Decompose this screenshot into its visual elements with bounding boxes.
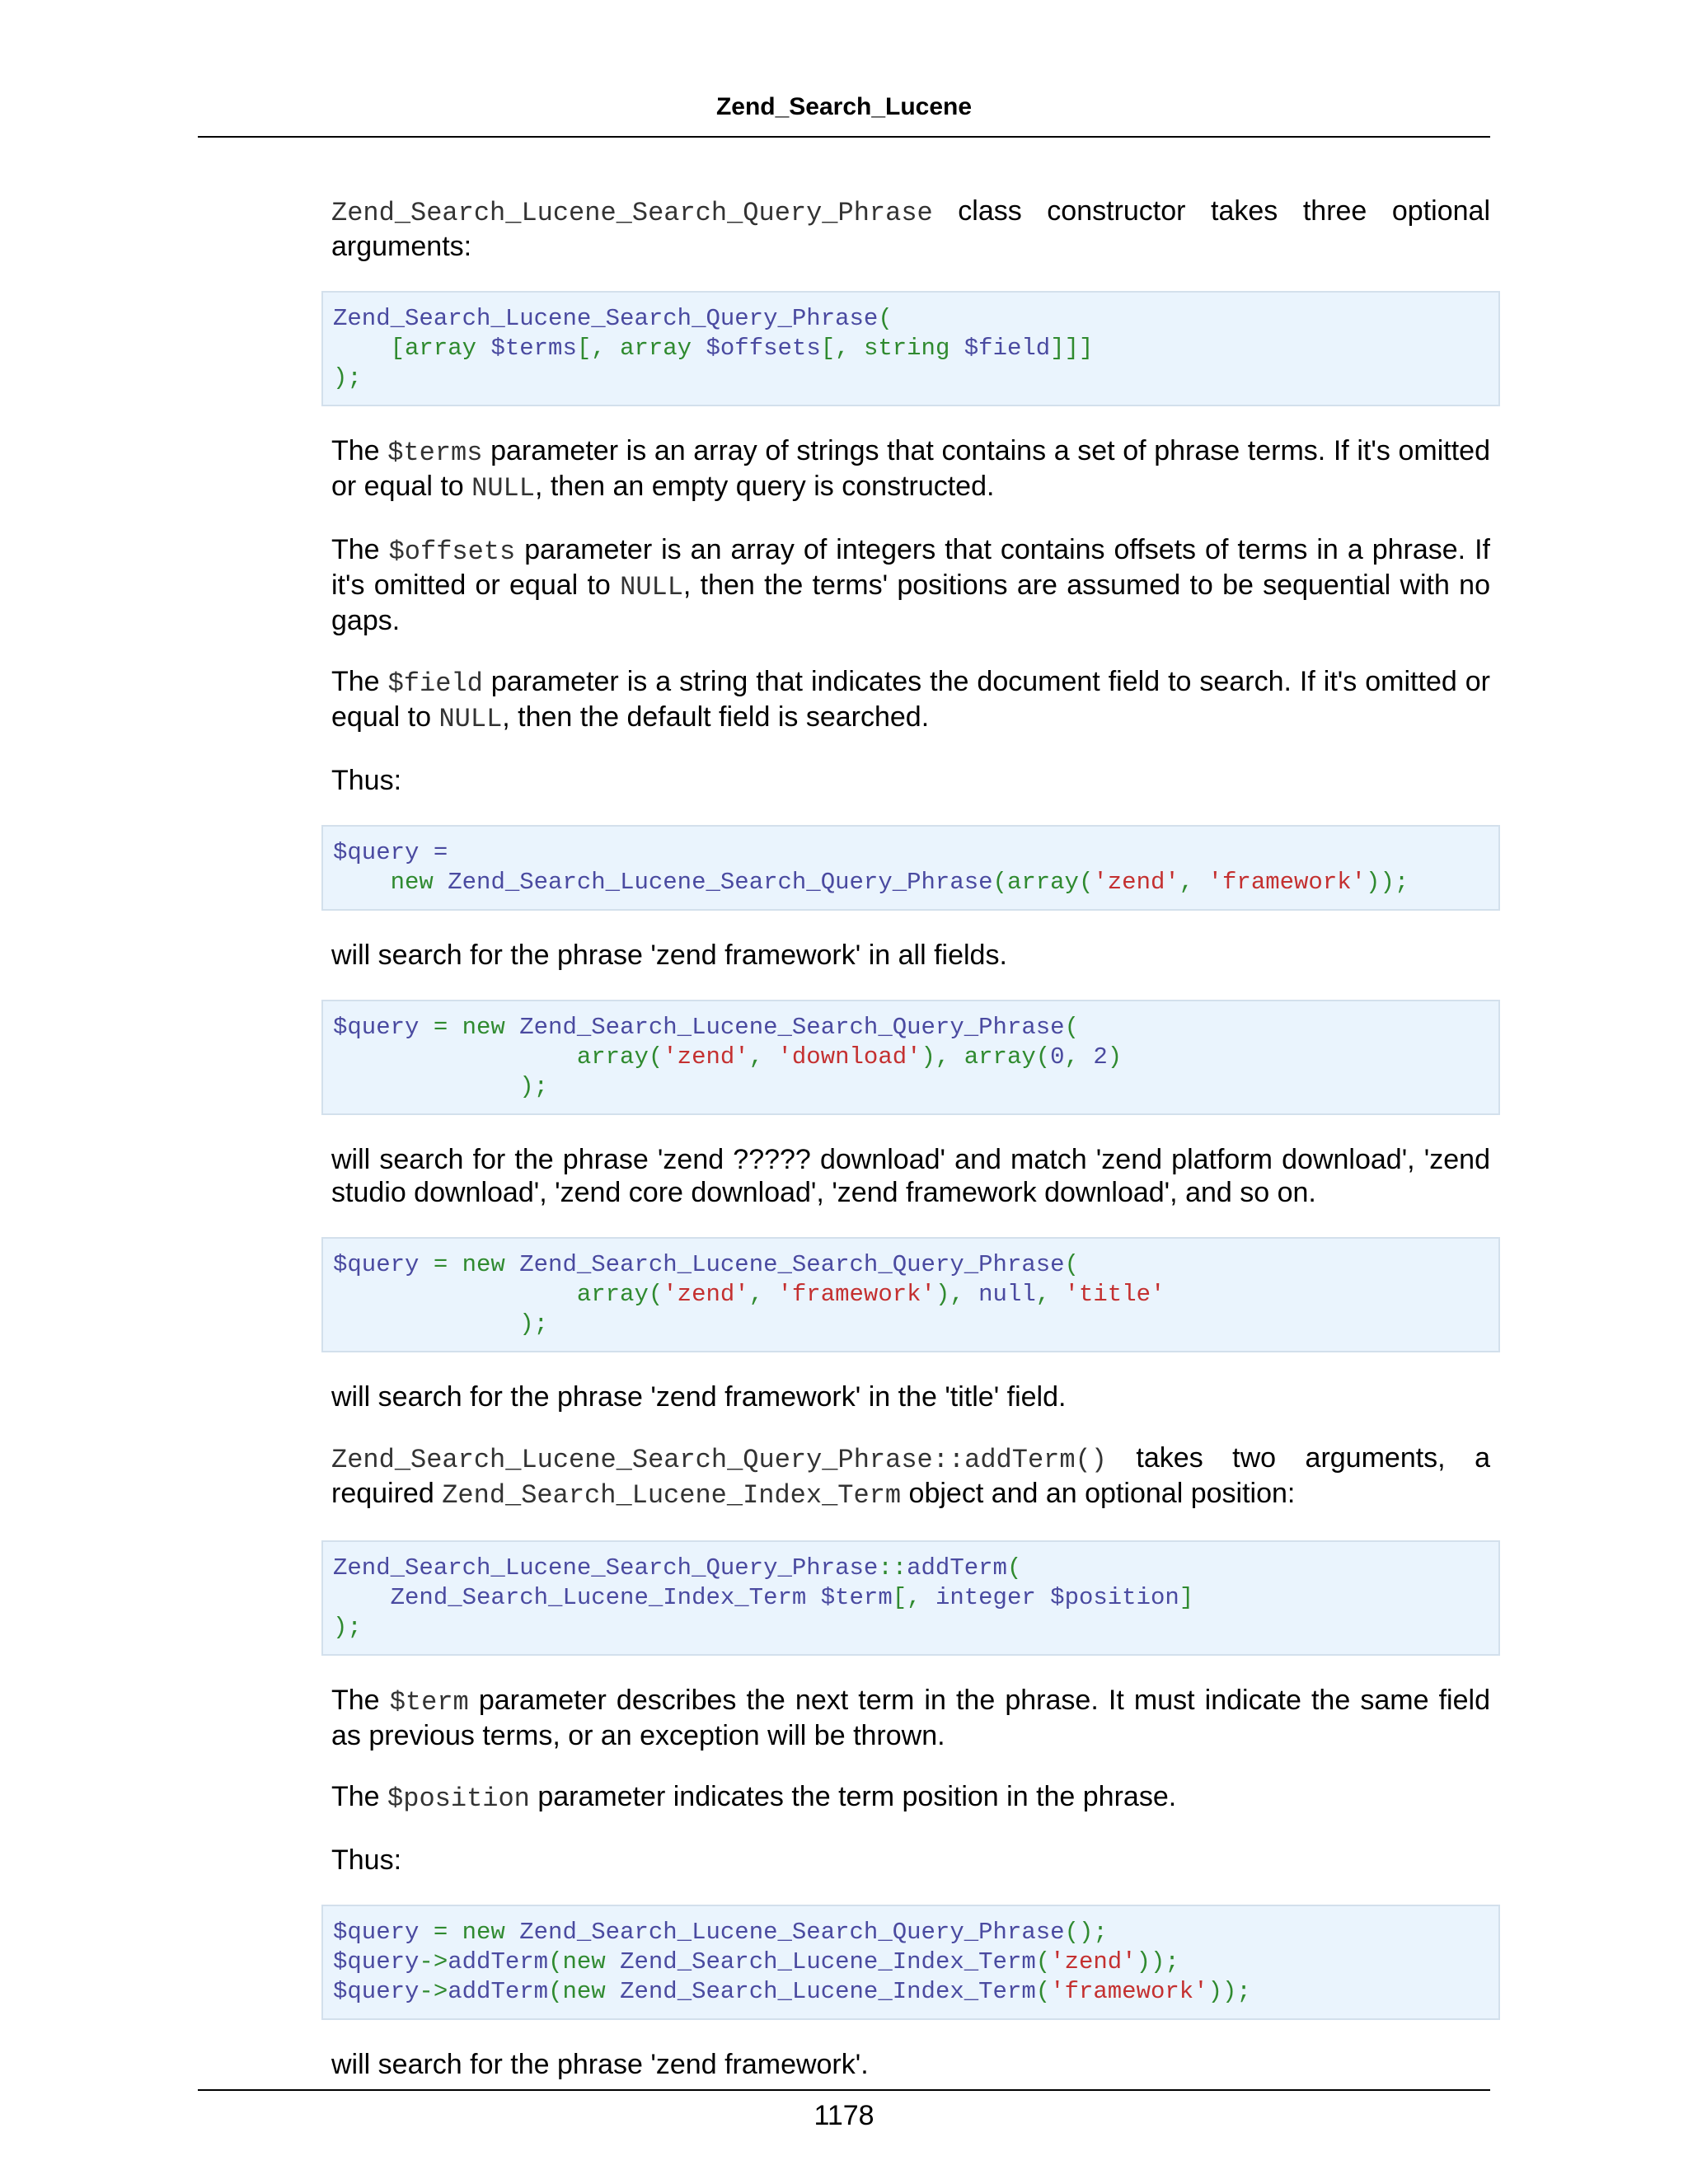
code-token: 'framework' [1207, 869, 1367, 896]
code-block-phrase-example [321, 825, 1500, 911]
code-token: Zend_Search_Lucene_Index_Term [333, 1584, 821, 1611]
code-token: array( [333, 1281, 663, 1308]
code-token: ]]] [1050, 335, 1094, 362]
paragraph-text: parameter is an array of integers that contains offsets of terms in a phrase. If it's omitted or equal to [331, 534, 1490, 601]
code-token: -> [419, 1978, 448, 2005]
paragraph-addterm-intro [331, 1441, 1490, 1512]
paragraph-text: , then the terms' positions are assumed to be sequential with no gaps. [331, 569, 1490, 636]
inline-code: NULL [620, 572, 683, 602]
code-token: Zend_Search_Lucene_Search_Query_Phrase [333, 1554, 879, 1582]
code-block-constructor-signature [321, 291, 1500, 406]
paragraph-download-match: will search for the phrase 'zend ????? download' and match 'zend platform download', 'zend studio download', 'zend core download', 'zend framework download', and so on. [331, 1144, 1490, 1208]
code-token: 'title' [1064, 1281, 1165, 1308]
code-token: = new [419, 1251, 520, 1278]
code-token: ( [878, 305, 893, 332]
code-token: , [748, 1043, 778, 1071]
code-token: Zend_Search_Lucene_Index_Term [620, 1948, 1036, 1975]
code-token: ( [1035, 1978, 1051, 2005]
code-token: 2 [1093, 1043, 1108, 1071]
paragraph-text: The [331, 666, 388, 697]
code-token: $query [333, 1251, 420, 1278]
code-token: null [978, 1281, 1036, 1308]
code-token: [array [333, 335, 491, 362]
code-token: = new [419, 1919, 520, 1946]
code-token: $offsets [706, 335, 821, 362]
paragraph-thus: Thus: [331, 765, 402, 796]
code-token: Zend_Search_Lucene_Search_Query_Phrase [519, 1919, 1065, 1946]
code-token: (); [1064, 1919, 1108, 1946]
inline-code: $field [387, 668, 483, 699]
inline-code: $offsets [388, 537, 516, 567]
code-token: new [333, 869, 448, 896]
paragraph-text: parameter indicates the term position in the phrase. [529, 1781, 1177, 1812]
paragraph-offsets-param [331, 533, 1490, 637]
code-token: ), array( [921, 1043, 1051, 1071]
code-token: 'framework' [777, 1281, 935, 1308]
code-token: ), [935, 1281, 979, 1308]
code-token: ); [333, 1310, 549, 1338]
paragraph-text: class constructor takes three optional arguments: [331, 195, 1490, 262]
paragraph-text: The [331, 1685, 390, 1716]
paragraph-final-result: will search for the phrase 'zend framework'. [331, 2049, 869, 2080]
code-token: , [1064, 1043, 1094, 1071]
code-token: ); [333, 1614, 362, 1641]
code-token: 'framework' [1050, 1978, 1208, 2005]
paragraph-text: The [331, 1781, 388, 1812]
paragraph-text: parameter is an array of strings that contains a set of phrase terms. If it's omitted or equal to [331, 435, 1490, 502]
code-block-field-example [321, 1237, 1500, 1352]
paragraph-thus-2: Thus: [331, 1844, 402, 1876]
code-token: Zend_Search_Lucene_Search_Query_Phrase [519, 1251, 1065, 1278]
paragraph-text: , then an empty query is constructed. [534, 471, 995, 502]
code-token: = new [419, 1014, 520, 1041]
code-token: (new [548, 1948, 621, 1975]
code-token: )); [1207, 1978, 1251, 2005]
footer-rule [198, 2089, 1490, 2091]
inline-code: NULL [438, 704, 503, 734]
code-token: ) [1107, 1043, 1123, 1071]
inline-code: $position [387, 1783, 530, 1814]
inline-code: Zend_Search_Lucene_Search_Query_Phrase::addTerm() [331, 1445, 1107, 1475]
code-token: , [748, 1281, 778, 1308]
code-token: $query [333, 1014, 420, 1041]
paragraph-text: The [331, 435, 388, 466]
code-token: ] [1179, 1584, 1194, 1611]
code-token: [, array [576, 335, 706, 362]
code-token: addTerm [448, 1948, 549, 1975]
paragraph-text: The [331, 534, 389, 565]
code-token: 'download' [777, 1043, 921, 1071]
code-token: $query [333, 1919, 420, 1946]
inline-code: NULL [471, 473, 535, 504]
paragraph-all-fields: will search for the phrase 'zend framework' in all fields. [331, 940, 1007, 971]
code-token: [, [892, 1584, 935, 1611]
code-token: $terms [490, 335, 577, 362]
code-token: addTerm [448, 1978, 549, 2005]
code-token: addTerm [907, 1554, 1007, 1582]
paragraph-text: object and an optional position: [901, 1478, 1296, 1509]
code-token: ( [1006, 1554, 1022, 1582]
code-token: 'zend' [1093, 869, 1179, 896]
header-rule [198, 136, 1490, 138]
code-token: $query [333, 1948, 420, 1975]
paragraph-text: takes two arguments, a required [331, 1442, 1490, 1509]
paragraph-terms-param [331, 434, 1490, 505]
code-block-addterm-example [321, 1905, 1500, 2020]
code-token: $field [964, 335, 1051, 362]
code-token: 0 [1050, 1043, 1065, 1071]
code-token: Zend_Search_Lucene_Index_Term [620, 1978, 1036, 2005]
code-token: )); [1366, 869, 1409, 896]
page-header-title: Zend_Search_Lucene [715, 93, 973, 120]
inline-code: Zend_Search_Lucene_Index_Term [442, 1480, 902, 1511]
code-token: Zend_Search_Lucene_Search_Query_Phrase [448, 869, 993, 896]
code-block-offsets-example [321, 1000, 1500, 1115]
code-token: [, string [820, 335, 964, 362]
page-content [331, 194, 1490, 2109]
code-token: $query = [333, 839, 448, 866]
page-number: 1178 [814, 2100, 874, 2131]
code-token: Zend_Search_Lucene_Search_Query_Phrase [333, 305, 879, 332]
code-token: :: [878, 1554, 907, 1582]
code-token: ( [1064, 1014, 1079, 1041]
code-token: ( [1064, 1251, 1079, 1278]
code-token: -> [419, 1948, 448, 1975]
code-token: integer [935, 1584, 1051, 1611]
code-token: 'zend' [663, 1281, 749, 1308]
code-token: $term [820, 1584, 893, 1611]
code-token: (new [548, 1978, 621, 2005]
paragraph-text: parameter is a string that indicates the document field to search. If it's omitted or equal to [331, 666, 1490, 733]
code-token: 'zend' [1050, 1948, 1137, 1975]
code-token: , [1035, 1281, 1065, 1308]
inline-code: $term [389, 1687, 469, 1718]
code-block-addterm-signature [321, 1540, 1500, 1656]
inline-code: Zend_Search_Lucene_Search_Query_Phrase [331, 198, 933, 228]
inline-code: $terms [387, 438, 483, 468]
paragraph-term-param [331, 1684, 1490, 1752]
code-token: ( [1035, 1948, 1051, 1975]
code-token: Zend_Search_Lucene_Search_Query_Phrase [519, 1014, 1065, 1041]
code-token: array( [333, 1043, 663, 1071]
code-token: )); [1136, 1948, 1179, 1975]
code-token: $query [333, 1978, 420, 2005]
paragraph-title-field: will search for the phrase 'zend framework' in the 'title' field. [331, 1381, 1067, 1413]
paragraph-constructor-intro [331, 194, 1490, 263]
paragraph-field-param [331, 665, 1490, 736]
paragraph-position-param [331, 1780, 1490, 1816]
paragraph-text: parameter describes the next term in the phrase. It must indicate the same field as previous terms, or an exception will be thrown. [331, 1685, 1490, 1751]
paragraph-text: , then the default field is searched. [502, 701, 930, 733]
code-token: 'zend' [663, 1043, 749, 1071]
code-token: (array( [992, 869, 1094, 896]
code-token: $position [1050, 1584, 1179, 1611]
code-token: ); [333, 364, 362, 391]
code-token: ); [333, 1073, 549, 1100]
code-token: , [1179, 869, 1208, 896]
